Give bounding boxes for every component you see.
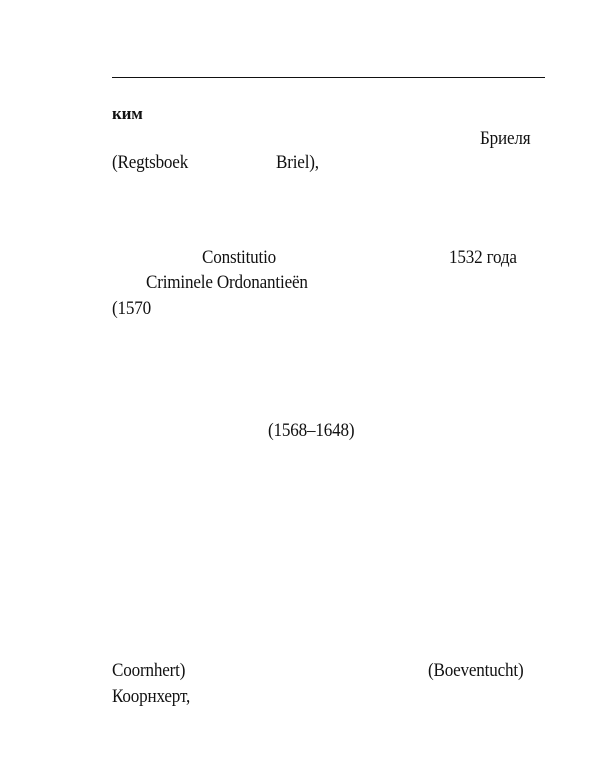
text-fragment-kim: ким: [112, 104, 143, 123]
text-fragment-constitutio: Constitutio: [202, 247, 277, 268]
text-fragment-boeventucht: (Boeventucht): [428, 660, 524, 681]
footnote-separator-rule: [112, 77, 545, 78]
text-fragment-years-1568-1648: (1568–1648): [268, 420, 355, 441]
text-fragment-1570: (1570: [112, 298, 151, 319]
text-fragment-criminele-ordonantieen: Criminele Ordonantieën: [146, 272, 308, 293]
text-fragment-regtsboek: (Regtsboek: [112, 152, 189, 173]
text-fragment-coornhert: Coornhert): [112, 660, 186, 681]
text-fragment-brielya: Бриеля: [480, 128, 531, 149]
text-fragment-koornhert: Коорнхерт,: [112, 686, 191, 707]
text-fragment-briel: Briel),: [276, 152, 319, 173]
text-fragment-year-1532: 1532 года: [449, 247, 517, 268]
